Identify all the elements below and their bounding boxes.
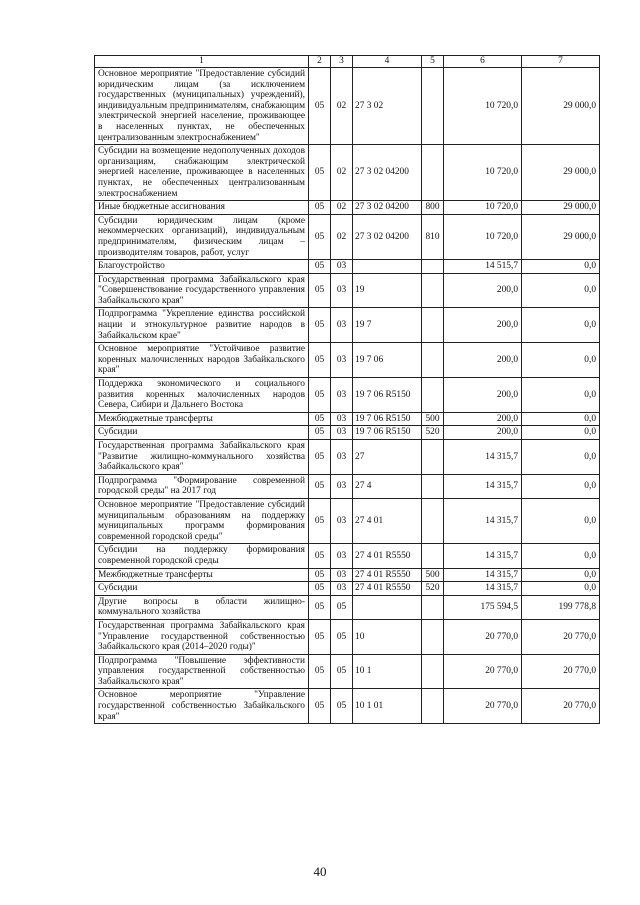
row-name-cell: Субсидии <box>95 582 309 596</box>
amount-year2-cell: 20 770,0 <box>522 619 600 654</box>
expense-type-cell <box>422 68 444 145</box>
subsection-code-cell: 03 <box>331 343 353 378</box>
table-header-row <box>95 56 600 68</box>
section-code-cell: 05 <box>309 582 331 596</box>
target-code-cell: 27 4 01 R5550 <box>353 568 422 582</box>
amount-year1-cell: 14 315,7 <box>444 568 522 582</box>
amount-year2-cell: 29 000,0 <box>522 214 600 259</box>
section-code-cell: 05 <box>309 595 331 619</box>
table-row <box>95 595 600 619</box>
target-code-cell <box>353 260 422 274</box>
target-code-cell: 19 7 06 <box>353 343 422 378</box>
row-name-cell: Государственная программа Забайкальского края "Управление государственной собственностью Забайкальского края (2014–2020 годы)" <box>95 619 309 654</box>
amount-year1-cell: 175 594,5 <box>444 595 522 619</box>
amount-year1-cell: 20 770,0 <box>444 619 522 654</box>
target-code-cell: 27 3 02 04200 <box>353 214 422 259</box>
section-code-cell: 05 <box>309 689 331 724</box>
amount-year2-cell: 29 000,0 <box>522 68 600 145</box>
amount-year2-cell: 29 000,0 <box>522 201 600 215</box>
table-row <box>95 619 600 654</box>
row-name-cell: Подпрограмма "Укрепление единства российской нации и этнокультурное развитие народов в Забайкальском крае" <box>95 308 309 343</box>
amount-year1-cell: 14 315,7 <box>444 582 522 596</box>
header-cell: 1 <box>95 56 309 68</box>
header-cell: 2 <box>309 56 331 68</box>
row-name-cell: Подпрограмма "Формирование современной городской среды" на 2017 год <box>95 474 309 498</box>
table-row <box>95 201 600 215</box>
amount-year2-cell: 0,0 <box>522 498 600 543</box>
expense-type-cell <box>422 308 444 343</box>
table-row <box>95 214 600 259</box>
amount-year2-cell: 199 778,8 <box>522 595 600 619</box>
table-row <box>95 378 600 413</box>
section-code-cell: 05 <box>309 426 331 440</box>
target-code-cell: 10 <box>353 619 422 654</box>
subsection-code-cell: 03 <box>331 440 353 475</box>
section-code-cell: 05 <box>309 308 331 343</box>
amount-year2-cell: 0,0 <box>522 308 600 343</box>
amount-year1-cell: 200,0 <box>444 343 522 378</box>
target-code-cell <box>353 595 422 619</box>
expense-type-cell: 520 <box>422 426 444 440</box>
section-code-cell: 05 <box>309 214 331 259</box>
subsection-code-cell: 03 <box>331 474 353 498</box>
table-row <box>95 68 600 145</box>
row-name-cell: Субсидии <box>95 426 309 440</box>
section-code-cell: 05 <box>309 474 331 498</box>
target-code-cell: 27 3 02 <box>353 68 422 145</box>
header-cell: 7 <box>522 56 600 68</box>
subsection-code-cell: 03 <box>331 273 353 308</box>
amount-year1-cell: 200,0 <box>444 273 522 308</box>
table-row <box>95 343 600 378</box>
subsection-code-cell: 02 <box>331 214 353 259</box>
header-cell: 5 <box>422 56 444 68</box>
target-code-cell: 19 7 06 R5150 <box>353 412 422 426</box>
amount-year1-cell: 10 720,0 <box>444 68 522 145</box>
section-code-cell: 05 <box>309 343 331 378</box>
row-name-cell: Другие вопросы в области жилищно-коммунального хозяйства <box>95 595 309 619</box>
amount-year1-cell: 14 315,7 <box>444 474 522 498</box>
target-code-cell: 27 4 01 R5550 <box>353 582 422 596</box>
section-code-cell: 05 <box>309 544 331 568</box>
row-name-cell: Основное мероприятие "Управление государственной собственностью Забайкальского края" <box>95 689 309 724</box>
amount-year1-cell: 20 770,0 <box>444 654 522 689</box>
subsection-code-cell: 03 <box>331 412 353 426</box>
amount-year1-cell: 200,0 <box>444 426 522 440</box>
amount-year2-cell: 20 770,0 <box>522 654 600 689</box>
amount-year1-cell: 10 720,0 <box>444 214 522 259</box>
header-cell: 3 <box>331 56 353 68</box>
row-name-cell: Поддержка экономического и социального развития коренных малочисленных народов Севера, Сибири и Дальнего Востока <box>95 378 309 413</box>
subsection-code-cell: 03 <box>331 378 353 413</box>
section-code-cell: 05 <box>309 273 331 308</box>
target-code-cell: 27 4 01 <box>353 498 422 543</box>
expense-type-cell <box>422 689 444 724</box>
subsection-code-cell: 03 <box>331 544 353 568</box>
amount-year1-cell: 20 770,0 <box>444 689 522 724</box>
expense-type-cell <box>422 343 444 378</box>
table-row <box>95 474 600 498</box>
amount-year1-cell: 14 515,7 <box>444 260 522 274</box>
section-code-cell: 05 <box>309 619 331 654</box>
amount-year2-cell: 0,0 <box>522 260 600 274</box>
subsection-code-cell: 02 <box>331 68 353 145</box>
target-code-cell: 27 4 01 R5550 <box>353 544 422 568</box>
amount-year1-cell: 200,0 <box>444 308 522 343</box>
expense-type-cell <box>422 440 444 475</box>
section-code-cell: 05 <box>309 654 331 689</box>
amount-year2-cell: 0,0 <box>522 582 600 596</box>
expense-type-cell <box>422 544 444 568</box>
amount-year2-cell: 0,0 <box>522 378 600 413</box>
row-name-cell: Благоустройство <box>95 260 309 274</box>
subsection-code-cell: 05 <box>331 654 353 689</box>
subsection-code-cell: 05 <box>331 595 353 619</box>
section-code-cell: 05 <box>309 498 331 543</box>
section-code-cell: 05 <box>309 440 331 475</box>
amount-year1-cell: 200,0 <box>444 412 522 426</box>
row-name-cell: Межбюджетные трансферты <box>95 412 309 426</box>
amount-year2-cell: 0,0 <box>522 273 600 308</box>
expense-type-cell <box>422 595 444 619</box>
section-code-cell: 05 <box>309 568 331 582</box>
amount-year1-cell: 200,0 <box>444 378 522 413</box>
expense-type-cell <box>422 378 444 413</box>
subsection-code-cell: 02 <box>331 145 353 201</box>
amount-year2-cell: 0,0 <box>522 440 600 475</box>
expense-type-cell <box>422 260 444 274</box>
amount-year2-cell: 20 770,0 <box>522 689 600 724</box>
subsection-code-cell: 05 <box>331 619 353 654</box>
row-name-cell: Субсидии на поддержку формирования современной городской среды <box>95 544 309 568</box>
target-code-cell: 10 1 01 <box>353 689 422 724</box>
expense-type-cell <box>422 145 444 201</box>
section-code-cell: 05 <box>309 378 331 413</box>
expense-type-cell: 520 <box>422 582 444 596</box>
table-row <box>95 568 600 582</box>
subsection-code-cell: 03 <box>331 308 353 343</box>
expense-type-cell: 500 <box>422 568 444 582</box>
target-code-cell: 10 1 <box>353 654 422 689</box>
table-row <box>95 273 600 308</box>
expense-type-cell <box>422 474 444 498</box>
amount-year2-cell: 29 000,0 <box>522 145 600 201</box>
table-row <box>95 426 600 440</box>
table-row <box>95 582 600 596</box>
row-name-cell: Межбюджетные трансферты <box>95 568 309 582</box>
amount-year2-cell: 0,0 <box>522 474 600 498</box>
target-code-cell: 27 4 <box>353 474 422 498</box>
amount-year1-cell: 14 315,7 <box>444 544 522 568</box>
amount-year2-cell: 0,0 <box>522 544 600 568</box>
expense-type-cell <box>422 498 444 543</box>
subsection-code-cell: 03 <box>331 582 353 596</box>
section-code-cell: 05 <box>309 145 331 201</box>
table-row <box>95 308 600 343</box>
subsection-code-cell: 03 <box>331 568 353 582</box>
row-name-cell: Субсидии на возмещение недополученных доходов организациям, снабжающим электрической энергией население, проживающее в населенных пунктах, не обеспеченных централизованным электроснабжением <box>95 145 309 201</box>
header-cell: 4 <box>353 56 422 68</box>
row-name-cell: Государственная программа Забайкальского края "Развитие жилищно-коммунального хозяйства Забайкальского края" <box>95 440 309 475</box>
target-code-cell: 19 <box>353 273 422 308</box>
table-row <box>95 544 600 568</box>
page-number: 40 <box>313 864 327 879</box>
row-name-cell: Государственная программа Забайкальского края "Совершенствование государственного управления Забайкальского края" <box>95 273 309 308</box>
amount-year2-cell: 0,0 <box>522 568 600 582</box>
target-code-cell: 19 7 06 R5150 <box>353 426 422 440</box>
subsection-code-cell: 03 <box>331 498 353 543</box>
section-code-cell: 05 <box>309 260 331 274</box>
table-row <box>95 260 600 274</box>
row-name-cell: Основное мероприятие "Предоставление субсидий муниципальным образованиям на поддержку муниципальных программ формирования современной городской среды" <box>95 498 309 543</box>
header-cell: 6 <box>444 56 522 68</box>
amount-year2-cell: 0,0 <box>522 343 600 378</box>
table-row <box>95 440 600 475</box>
target-code-cell: 19 7 06 R5150 <box>353 378 422 413</box>
section-code-cell: 05 <box>309 412 331 426</box>
expense-type-cell: 800 <box>422 201 444 215</box>
subsection-code-cell: 03 <box>331 426 353 440</box>
amount-year1-cell: 14 315,7 <box>444 440 522 475</box>
row-name-cell: Иные бюджетные ассигнования <box>95 201 309 215</box>
section-code-cell: 05 <box>309 201 331 215</box>
expense-type-cell <box>422 273 444 308</box>
table-row <box>95 412 600 426</box>
table-row <box>95 654 600 689</box>
target-code-cell: 19 7 <box>353 308 422 343</box>
expense-type-cell: 500 <box>422 412 444 426</box>
expense-type-cell <box>422 654 444 689</box>
subsection-code-cell: 05 <box>331 689 353 724</box>
section-code-cell: 05 <box>309 68 331 145</box>
row-name-cell: Субсидии юридическим лицам (кроме некоммерческих организаций), индивидуальным предпринимателям, физическим лицам – производителям товаров, работ, услуг <box>95 214 309 259</box>
target-code-cell: 27 3 02 04200 <box>353 145 422 201</box>
budget-table <box>94 55 600 724</box>
amount-year1-cell: 14 315,7 <box>444 498 522 543</box>
table-row <box>95 689 600 724</box>
row-name-cell: Основное мероприятие "Устойчивое развитие коренных малочисленных народов Забайкальского края" <box>95 343 309 378</box>
table-row <box>95 145 600 201</box>
amount-year2-cell: 0,0 <box>522 426 600 440</box>
subsection-code-cell: 03 <box>331 260 353 274</box>
expense-type-cell: 810 <box>422 214 444 259</box>
expense-type-cell <box>422 619 444 654</box>
table-row <box>95 498 600 543</box>
row-name-cell: Подпрограмма "Повышение эффективности управления государственной собственностью Забайкальского края" <box>95 654 309 689</box>
amount-year1-cell: 10 720,0 <box>444 201 522 215</box>
row-name-cell: Основное мероприятие "Предоставление субсидий юридическим лицам (за исключением государственных (муниципальных) учреждений), индивидуальным предпринимателям, снабжающим электрической энергией население, проживающее в населенных пунктах, не обеспеченных централизованным электроснабжением" <box>95 68 309 145</box>
amount-year1-cell: 10 720,0 <box>444 145 522 201</box>
subsection-code-cell: 02 <box>331 201 353 215</box>
target-code-cell: 27 3 02 04200 <box>353 201 422 215</box>
target-code-cell: 27 <box>353 440 422 475</box>
amount-year2-cell: 0,0 <box>522 412 600 426</box>
